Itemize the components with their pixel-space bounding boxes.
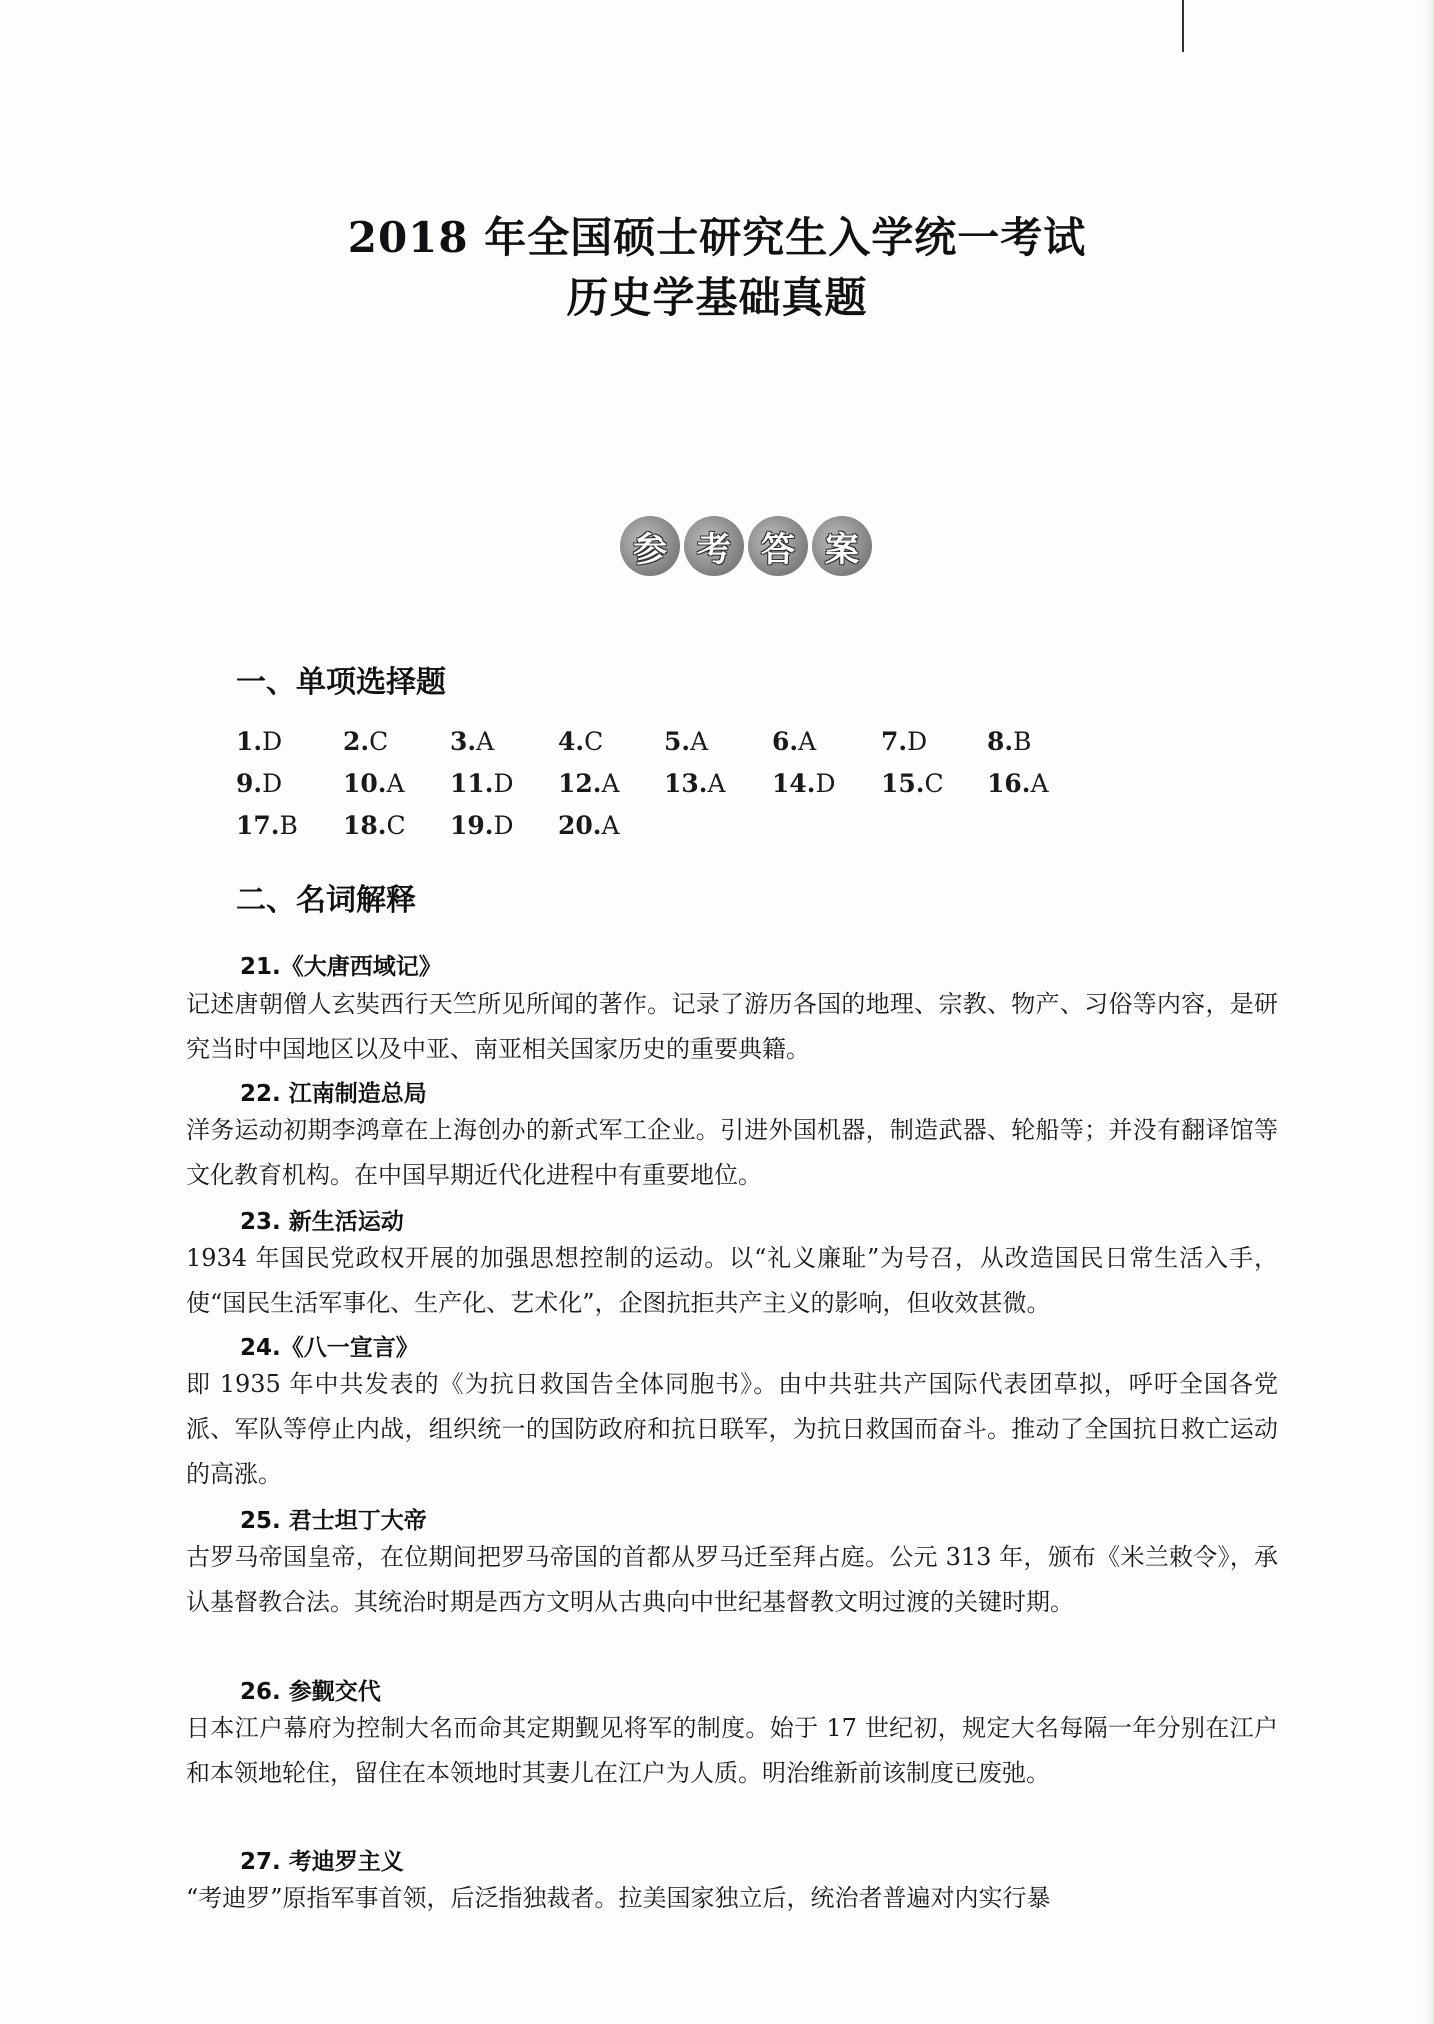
term-body: 1934 年国民党政权开展的加强思想控制的运动。以“礼义廉耻”为号召，从改造国民日常生活入手，使“国民生活军事化、生产化、艺术化”，企图抗拒共产主义的影响，但收效甚微。 [186,1244,1278,1317]
answer-item: 10.A [343,769,405,798]
answer-item: 5.A [664,727,709,756]
scan-artifact-line [1182,0,1184,52]
badge-char: 案 [812,516,872,576]
term-body: 日本江户幕府为控制大名而命其定期觐见将军的制度。始于 17 世纪初，规定大名每隔一年分别在江户和本领地轮住，留住在本领地时其妻儿在江户为人质。明治维新前该制度已废弛。 [186,1714,1278,1787]
term-title: 24.《八一宣言》 [240,1335,419,1361]
term-body: “考迪罗”原指军事首领，后泛指独裁者。拉美国家独立后，统治者普遍对内实行暴 [186,1884,1051,1912]
answer-item: 19.D [450,811,514,840]
answer-item: 7.D [881,727,928,756]
term-title: 26. 参觐交代 [240,1679,381,1705]
term-title: 27. 考迪罗主义 [240,1849,404,1875]
answer-item: 9.D [236,769,283,798]
answer-item: 11.D [450,769,514,798]
answer-item: 1.D [236,727,283,756]
term-title: 23. 新生活运动 [240,1209,404,1235]
section-heading-multiple-choice: 一、单项选择题 [236,665,446,700]
term-title: 21.《大唐西域记》 [240,954,442,980]
answer-item: 17.B [236,811,298,840]
answer-item: 8.B [987,727,1032,756]
badge-char: 参 [620,516,680,576]
section-heading-term-explanations: 二、名词解释 [236,883,416,918]
badge-char: 答 [748,516,808,576]
term-body: 即 1935 年中共发表的《为抗日救国告全体同胞书》。由中共驻共产国际代表团草拟，呼吁全国各党派、军队等停止内战，组织统一的国防政府和抗日联军，为抗日救国而奋斗。推动了全国抗日救亡运动的高涨。 [186,1370,1278,1488]
answer-item: 4.C [558,727,604,756]
answer-item: 20.A [558,811,620,840]
answer-item: 16.A [987,769,1049,798]
term-body: 记述唐朝僧人玄奘西行天竺所见所闻的著作。记录了游历各国的地理、宗教、物产、习俗等内容，是研究当时中国地区以及中亚、南亚相关国家历史的重要典籍。 [186,990,1278,1063]
answer-item: 6.A [772,727,817,756]
answer-item: 18.C [343,811,406,840]
answer-item: 14.D [772,769,836,798]
answer-item: 13.A [664,769,726,798]
answer-item: 2.C [343,727,389,756]
term-body: 洋务运动初期李鸿章在上海创办的新式军工企业。引进外国机器，制造武器、轮船等；并没有翻译馆等文化教育机构。在中国早期近代化进程中有重要地位。 [186,1116,1278,1189]
answer-item: 15.C [881,769,944,798]
answer-item: 12.A [558,769,620,798]
badge-char: 考 [684,516,744,576]
reference-answers-badge [620,512,872,580]
exam-subtitle: 历史学基础真题 [566,273,868,322]
exam-title: 2018 年全国硕士研究生入学统一考试 [347,213,1087,262]
term-title: 22. 江南制造总局 [240,1081,427,1107]
term-body: 古罗马帝国皇帝，在位期间把罗马帝国的首都从罗马迁至拜占庭。公元 313 年，颁布《米兰敕令》，承认基督教合法。其统治时期是西方文明从古典向中世纪基督教文明过渡的关键时期。 [186,1543,1278,1616]
term-title: 25. 君士坦丁大帝 [240,1508,427,1534]
answer-item: 3.A [450,727,495,756]
